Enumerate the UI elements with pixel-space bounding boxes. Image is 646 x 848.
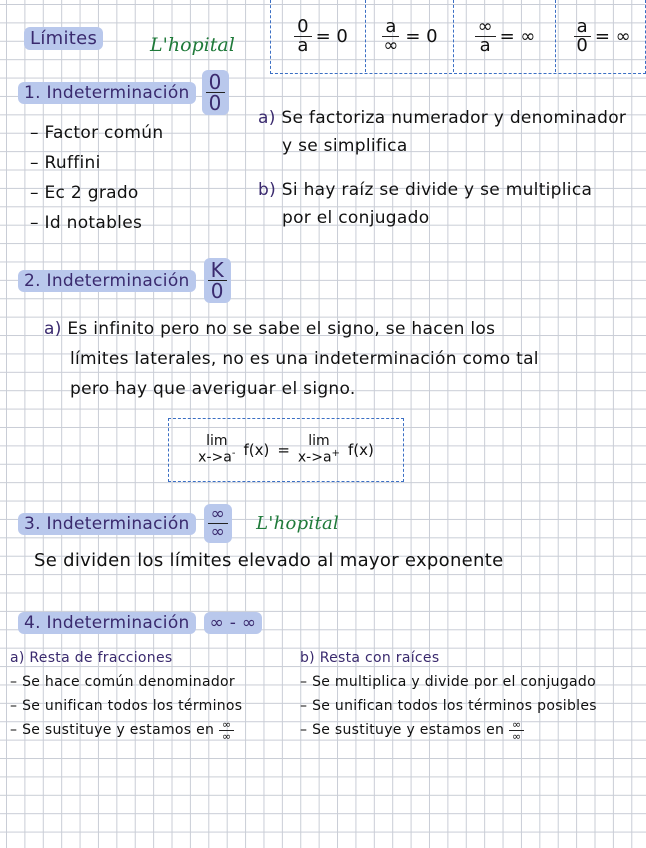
list-item: – Id notables	[30, 213, 143, 233]
title-badge	[24, 28, 103, 49]
table-cell: $\frac{0}{a}$ = 0	[281, 0, 361, 72]
section1-method-a: a) Se factoriza numerador y denominador y se simplifica	[258, 108, 627, 156]
list-item: – Ec 2 grado	[30, 183, 139, 203]
list-item: – Factor común	[30, 123, 164, 143]
table-divider	[365, 0, 366, 72]
section2-text: a) Es infinito pero no se sabe el signo, se hacen los límites laterales, no es una indeterminación como tal pero hay que averiguar el signo.	[44, 319, 539, 399]
section4-method-b: b) Resta con raíces – Se multiplica y divide por el conjugado – Se unifican todos los términos posibles – Se sustituye y estamos en $\frac{\infty}{\infty}$	[300, 650, 597, 743]
list-item: – Se unifican todos los términos posibles	[300, 698, 597, 714]
section4-heading: 4. Indeterminación ∞ - ∞	[18, 612, 262, 634]
section4-method-a: a) Resta de fracciones – Se hace común denominador – Se unifican todos los términos – Se sustituye y estamos en $\frac{\infty}{\infty}$	[10, 650, 243, 743]
limits-table	[270, 0, 646, 74]
lhopital-note: L'hopital	[150, 34, 235, 56]
list-item: – Se hace común denominador	[10, 674, 235, 690]
lhopital-note: L'hopital	[256, 513, 340, 534]
table-cell: $\frac{\infty}{a}$ = ∞	[457, 0, 553, 72]
table-divider	[453, 0, 454, 72]
list-item: – Se sustituye y estamos en $\frac{\infty}{\infty}$	[10, 718, 242, 742]
list-item: – Ruffini	[30, 153, 101, 173]
section1-list	[30, 118, 163, 238]
list-item: – Se sustituye y estamos en $\frac{\infty}{\infty}$	[300, 718, 597, 742]
lateral-limits-formula: lim x->a- f(x) = lim x->a+ f(x)	[168, 418, 404, 482]
list-item: – Se multiplica y divide por el conjugado	[300, 674, 596, 690]
list-item: – Se unifican todos los términos	[10, 698, 243, 714]
table-cell: $\frac{a}{\infty}$ = 0	[383, 15, 438, 56]
section3-heading: 3. Indeterminación $\frac{\infty}{\infty}$ L'hopital	[18, 504, 339, 543]
section2-heading: 2. Indeterminación $\frac{K}{0}$	[18, 258, 231, 303]
section1-heading: 1. Indeterminación $\frac{0}{0}$	[18, 70, 229, 115]
section3-text: Se dividen los límites elevado al mayor exponente	[34, 550, 504, 571]
table-cell: $\frac{a}{0}$ = ∞	[559, 0, 645, 72]
section1-method-b: b) Si hay raíz se divide y se multiplica por el conjugado	[258, 180, 593, 228]
page-title: Límites	[24, 27, 103, 50]
table-divider	[555, 0, 556, 72]
